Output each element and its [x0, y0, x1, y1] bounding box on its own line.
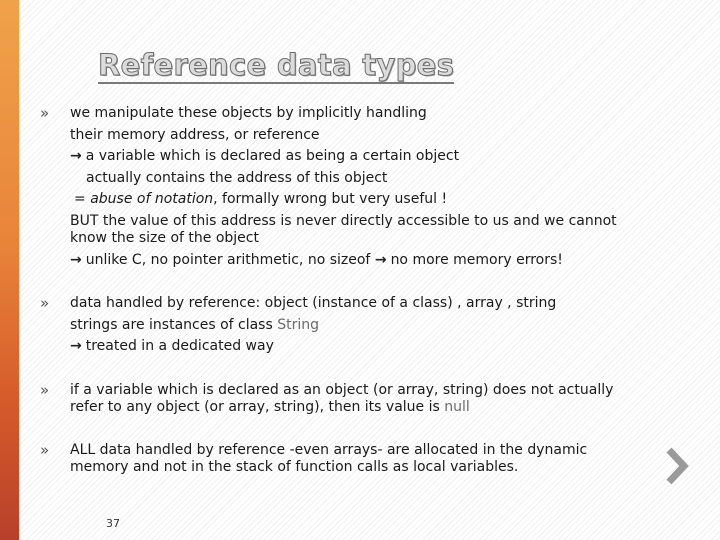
- bullet-1-line-5: = abuse of notation, formally wrong but very useful !: [74, 191, 448, 207]
- bullet-1-line-7: know the size of the object: [70, 230, 259, 246]
- bullet-1-line-8: → unlike C, no pointer arithmetic, no sizeof → no more memory errors!: [70, 252, 563, 268]
- bullet-2-line-2: strings are instances of class String: [70, 317, 320, 333]
- bullet-marker: »: [40, 104, 50, 122]
- arrow-right-icon: →: [374, 252, 387, 268]
- arrow-right-icon: →: [70, 252, 82, 268]
- bullet-4-line-1: ALL data handled by reference -even arrays- are allocated in the dynamic: [70, 442, 588, 458]
- decorative-side-bar: [0, 0, 19, 540]
- string-class-name: String: [277, 317, 320, 333]
- bullet-1-line-6: BUT the value of this address is never directly accessible to us and we cannot: [70, 213, 617, 229]
- page-number: 37: [106, 517, 120, 530]
- bullet-1-line-3: → a variable which is declared as being a certain object: [70, 148, 460, 164]
- bullet-4-line-2: memory and not in the stack of function calls as local variables.: [70, 459, 519, 475]
- bullet-marker: »: [40, 441, 50, 459]
- bullet-1-line-4: actually contains the address of this object: [86, 170, 388, 186]
- bullet-3-line-2: refer to any object (or array, string), then its value is null: [70, 399, 470, 415]
- slide-title: Reference data types: [98, 48, 455, 82]
- null-keyword: null: [444, 399, 470, 415]
- bullet-marker: »: [40, 294, 50, 312]
- bullet-3-line-1: if a variable which is declared as an object (or array, string) does not actually: [70, 382, 614, 398]
- bullet-1-line-2: their memory address, or reference: [70, 127, 320, 143]
- bullet-2-line-1: data handled by reference: object (instance of a class) , array , string: [70, 295, 557, 311]
- bullet-1-line-1: we manipulate these objects by implicitly handling: [70, 105, 427, 121]
- next-slide-chevron-icon[interactable]: [664, 446, 690, 486]
- arrow-right-icon: →: [70, 338, 82, 354]
- bullet-2-line-3: → treated in a dedicated way: [70, 338, 274, 354]
- abuse-of-notation-emphasis: abuse of notation: [90, 191, 214, 207]
- arrow-right-icon: →: [70, 148, 82, 164]
- bullet-marker: »: [40, 381, 50, 399]
